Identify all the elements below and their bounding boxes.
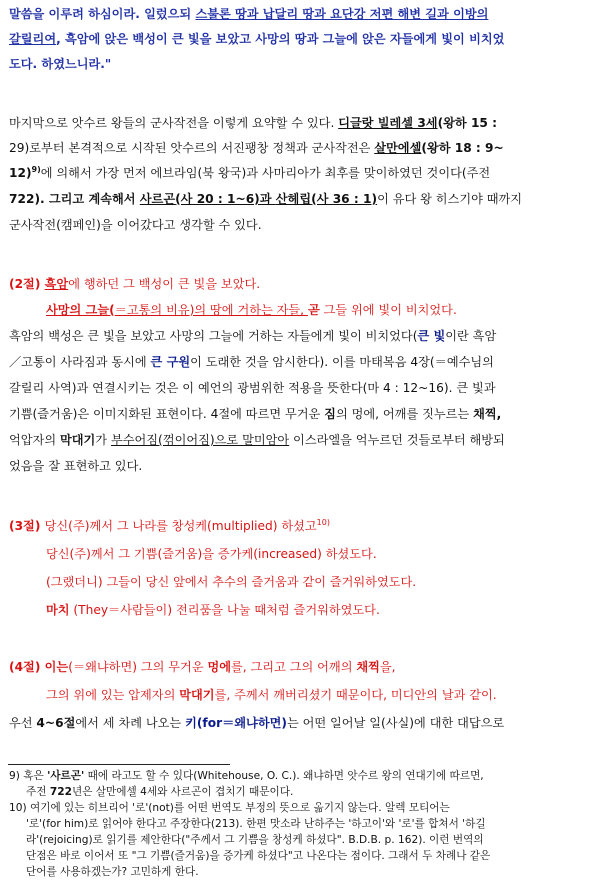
- verse-text: )의 땅에 거하는 자들,: [189, 303, 308, 317]
- verse2-line-6: 었음을 잘 표현하고 있다.: [9, 459, 143, 473]
- footnote-9-line-1: [9, 769, 484, 783]
- quote-text: , 흑암에 앉은 백성이 큰 빛을 보았고 사망의 땅과 그늘에 앉은 자들에게 빛이 비치었: [56, 32, 505, 46]
- text: 마지막으로 앗수르 왕들의 군사작전을 이렇게 요약할 수 있다.: [9, 116, 339, 130]
- reference: (왕하 15 :: [437, 116, 498, 130]
- king-name: 디글랏 빌레셀 3세: [338, 116, 438, 130]
- footnote-10-line-3: 라'(rejoicing)로 읽기를 제안한다("주께서 그 기쁨을 창성케 하셨다". B.D.B. p. 162). 이런 번역의: [26, 834, 484, 846]
- footnote-ref[interactable]: 10): [316, 517, 330, 527]
- text: 주전: [26, 786, 50, 798]
- king-name: 산헤립: [275, 192, 312, 206]
- verse3-line-1: [9, 518, 330, 534]
- keyword: 사망의 그늘(: [46, 303, 115, 317]
- verse2-line-3: 갈릴리 사역)과 연결시키는 것은 이 예언의 광범위한 적용을 뜻한다(마 4 : 12~16). 큰 빛과: [9, 381, 496, 395]
- verse-text: 을,: [379, 660, 396, 674]
- verse2-line-2: [9, 354, 494, 370]
- keyword: 이는: [44, 660, 69, 674]
- verse4-line-1: [9, 659, 396, 675]
- keyword: 채찍: [356, 660, 380, 674]
- verse2-line-4: [9, 406, 501, 422]
- footnote-10-line-2: '로'(for him)로 읽어야 한다고 주장한다(213). 한편 맛소라 난하주는 '하고이'와 '로'를 합쳐서 '하길: [26, 818, 486, 830]
- quote-underlined-text: 갈릴리여: [9, 32, 57, 46]
- summary-line-4: [9, 191, 522, 207]
- verse-text: 그의 위에 있는 압제자의: [46, 688, 180, 702]
- text: ,: [496, 407, 502, 421]
- verse-text: 를, 주께서 깨버리셨기 때문이다, 미디안의 날과 같이.: [214, 688, 497, 702]
- text: 에 의해서 가장 먼저 에브라임(북 왕국)과 사마리아가 최후를 맞이하였던 것이다(주전: [40, 166, 491, 180]
- keyword: 마치: [46, 603, 70, 617]
- text: 기쁨(즐거움)은 이미지화된 표현이다. 4절에 따르면 무거운: [9, 407, 325, 421]
- verse3-line-3: (그랬더니) 그들이 당신 앞에서 추수의 즐거움과 같이 즐거워하였도다.: [46, 575, 417, 589]
- text: 억압자의: [9, 433, 60, 447]
- footnote-10-line-5: 단어를 사용하겠는가? 고민하게 한다.: [26, 866, 199, 878]
- verse4-line-3: [9, 715, 504, 731]
- footnote-10-line-4: 단점은 바로 이어서 또 "그 기쁨(즐거움)을 증가케 하셨다"고 나온다는 점이다. 그래서 두 차례나 같은: [26, 850, 491, 862]
- summary-line-3: [9, 165, 490, 181]
- text: 가: [95, 433, 111, 447]
- quote-line-2: [9, 31, 504, 47]
- emphasis: 큰 구원: [150, 355, 191, 369]
- verse2-line-5: [9, 432, 505, 448]
- emphasis: 채찍: [473, 407, 497, 421]
- king-name: 사르곤: [139, 192, 176, 206]
- verse-text: 에 행하던 그 백성이 큰 빛을 보았다.: [68, 277, 261, 291]
- summary-line-2: [9, 140, 504, 156]
- quote-line-1: [9, 6, 488, 22]
- verse-text: (＝왜냐하면) 그의 무거운: [68, 660, 208, 674]
- verse2-heading: [9, 276, 260, 292]
- underlined-text: 부수어짐(꺾이어짐)으로 말미암아: [110, 433, 290, 447]
- verse-text: 그들 위에 빛이 비치었다.: [319, 303, 457, 317]
- emphasis: 722: [49, 786, 72, 798]
- text: 우선: [9, 716, 37, 730]
- text: 에서 세 차례 나오는: [75, 716, 186, 730]
- verse-number: (2절): [9, 277, 45, 291]
- text: 년은 살만에셀 4세와 사르곤이 겹치기 때문이다.: [71, 786, 294, 798]
- keyword: 멍에: [207, 660, 232, 674]
- text: 29)로부터 본격적으로 시작된 앗수르의 서진팽창 정책과 군사작전은: [9, 141, 375, 155]
- verse-number: (4절): [9, 660, 45, 674]
- text: 흑암의 백성은 큰 빛을 보았고 사망의 그늘에 거하는 자들에게 빛이 비치었다(: [9, 329, 418, 343]
- text: 이란 흑암: [445, 329, 497, 343]
- emphasis: '사르곤': [47, 770, 85, 782]
- verse2-sub: [46, 302, 457, 318]
- keyword: 곧: [307, 303, 320, 317]
- gloss: ＝고통의 비유: [114, 303, 190, 317]
- quote-text: 말씀을 이루려 하심이라. 일렀으되: [9, 7, 196, 21]
- keyword: 막대기: [179, 688, 215, 702]
- reference: (사 36 : 1): [311, 192, 378, 206]
- verse-text: 당신(주)께서 그 나라를 창성케(multiplied) 하셨고: [44, 519, 317, 533]
- footnote-10-line-1: 10) 여기에 있는 히브리어 '로'(not)를 어떤 번역도 부정의 뜻으로 옮기지 않는다. 알렉 모티어는: [9, 802, 450, 814]
- verse3-line-2: 당신(주)께서 그 기쁨(즐거움)을 증가케(increased) 하셨도다.: [46, 547, 377, 561]
- text: ／고통이 사라짐과 동시에: [9, 355, 151, 369]
- emphasis: 막대기: [59, 433, 96, 447]
- king-name: 살만에셀: [374, 141, 422, 155]
- verse-number: (3절): [9, 519, 45, 533]
- quote-line-3: 도다. 하였느니라.": [9, 57, 112, 71]
- emphasis: 4~6절: [36, 716, 76, 730]
- emphasis: 키(for＝왜냐하면): [185, 716, 287, 730]
- quote-underlined-text: 스불론 땅과 납달리 땅과 요단강 저편 해변 길과 이방의: [195, 7, 489, 21]
- summary-line-5: 군사작전(캠페인)을 이어갔다고 생각할 수 있다.: [9, 218, 262, 232]
- text: 이 유다 왕 히스기야 때까지: [377, 192, 523, 206]
- verse3-line-4: [46, 602, 380, 618]
- text: 이스라엘을 억누르던 것들로부터 해방되: [289, 433, 505, 447]
- verse-text: (They＝사람들이) 전리품을 나눌 때처럼 즐거워하였도다.: [69, 603, 380, 617]
- text: 722). 그리고 계속해서: [9, 192, 140, 206]
- verse2-line-1: [9, 328, 496, 344]
- text: 9) 혹은: [9, 770, 48, 782]
- verse4-line-2: [46, 687, 497, 703]
- reference: (왕하 18 : 9~: [421, 141, 504, 155]
- reference: 12): [9, 166, 32, 180]
- reference: (사 20 : 1~6)과: [175, 192, 276, 206]
- footnote-ref[interactable]: 9): [31, 164, 41, 174]
- verse-text: 를, 그리고 그의 어깨의: [231, 660, 357, 674]
- text: 때에 라고도 할 수 있다(Whitehouse, O. C.). 왜냐하면 앗수르 왕의 연대기에 따르면,: [84, 770, 484, 782]
- keyword: 흑암: [44, 277, 69, 291]
- footnote-divider: [8, 764, 230, 765]
- summary-line-1: [9, 115, 497, 131]
- text: 의 멍에, 어깨를 짓누르는: [335, 407, 474, 421]
- emphasis: 큰 빛: [417, 329, 446, 343]
- emphasis: 짐: [324, 407, 336, 421]
- text: 는 어떤 일어날 일(사실)에 대한 대답으로: [286, 716, 505, 730]
- text: 이 도래한 것을 암시한다). 이를 마태복음 4장(＝예수님의: [190, 355, 494, 369]
- footnote-9-line-2: [26, 785, 293, 799]
